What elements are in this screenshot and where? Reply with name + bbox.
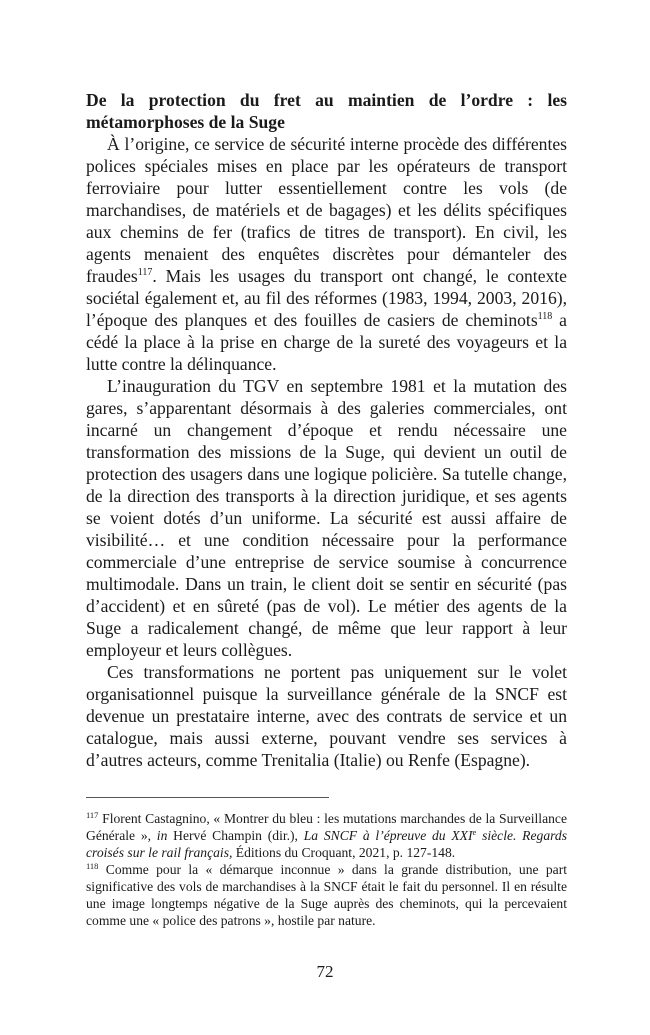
footnote-117-text-c: Éditions du Croquant, 2021, p. 127-148. — [232, 845, 456, 860]
paragraph-1 — [86, 133, 567, 375]
footnote-118-number: 118 — [86, 861, 99, 871]
footnote-117 — [86, 810, 567, 861]
footnote-117-title-part2: siècle. Regards croisés sur le rail français, — [86, 828, 567, 860]
footnote-117-title-sup: e — [472, 827, 477, 837]
paragraph-1-text-a: À l’origine, ce service de sécurité interne procède des différentes polices spéciales mises en place par les opérateurs de transport ferroviaire pour lutter essentiellement contre les vols (de marchandises, de matériels et de bagages) et les délits spécifiques aux chemins de fer (trafics de titres de transport). En civil, les agents menaient des enquêtes discrètes pour démanteler des fraudes — [86, 134, 567, 286]
page-body — [86, 90, 567, 929]
footnote-118 — [86, 861, 567, 929]
paragraph-1-text-c: a cédé la place à la prise en charge de la sureté des voyageurs et la lutte contre la délinquance. — [86, 310, 567, 374]
footnote-117-text-b: Hervé Champin (dir.), — [167, 828, 304, 843]
footnote-ref-117: 117 — [137, 267, 153, 278]
section-heading: De la protection du fret au maintien de l’ordre : les métamorphoses de la Suge — [86, 90, 567, 132]
footnote-117-title-part1: La SNCF à l’épreuve du XXI — [303, 828, 473, 843]
footnote-117-number: 117 — [86, 810, 99, 820]
paragraph-3: Ces transformations ne portent pas uniquement sur le volet organisationnel puisque la surveillance générale de la SNCF est devenue un prestataire interne, avec des contrats de service et un catalogue, mais aussi externe, pouvant vendre ses services à d’autres acteurs, comme Trenitalia (Italie) ou Renfe (Espagne). — [86, 662, 567, 770]
footnote-117-in: in — [156, 828, 168, 843]
paragraph-1-text-b: . Mais les usages du transport ont changé, le contexte sociétal également et, au fil des réformes (1983, 1994, 2003, 2016), l’époque des planques et des fouilles de casiers de cheminots — [86, 266, 567, 330]
footnote-118-text: Comme pour la « démarque inconnue » dans la grande distribution, une part significative des vols de marchandises à la SNCF était le fait du personnel. Il en résulte une image longtemps négative de la Suge auprès des cheminots, qui la percevaient comme une « police des patrons », hostile par nature. — [86, 862, 567, 928]
footnote-117-text-a: Florent Castagnino, « Montrer du bleu : les mutations marchandes de la Surveillance Générale », — [86, 811, 567, 843]
footnote-separator — [86, 797, 329, 798]
page-number: 72 — [316, 962, 334, 981]
paragraph-2: L’inauguration du TGV en septembre 1981 et la mutation des gares, s’apparentant désormais à des galeries commerciales, ont incarné un changement d’époque et rendu nécessaire une transformation des missions de la Suge, qui devient un outil de protection des usagers dans une logique policière. Sa tutelle change, de la direction des transports à la direction juridique, et ses agents se voient dotés d’un uniforme. La sécurité est aussi affaire de visibilité… et une condition nécessaire pour la performance commerciale d’une entreprise de service soumise à concurrence multimodale. Dans un train, le client doit se sentir en sécurité (pas d’accident) et en sûreté (pas de vol). Le métier des agents de la Suge a radicalement changé, de même que leur rapport à leur employeur et leurs collègues. — [86, 376, 567, 660]
footnote-ref-118: 118 — [537, 311, 553, 322]
